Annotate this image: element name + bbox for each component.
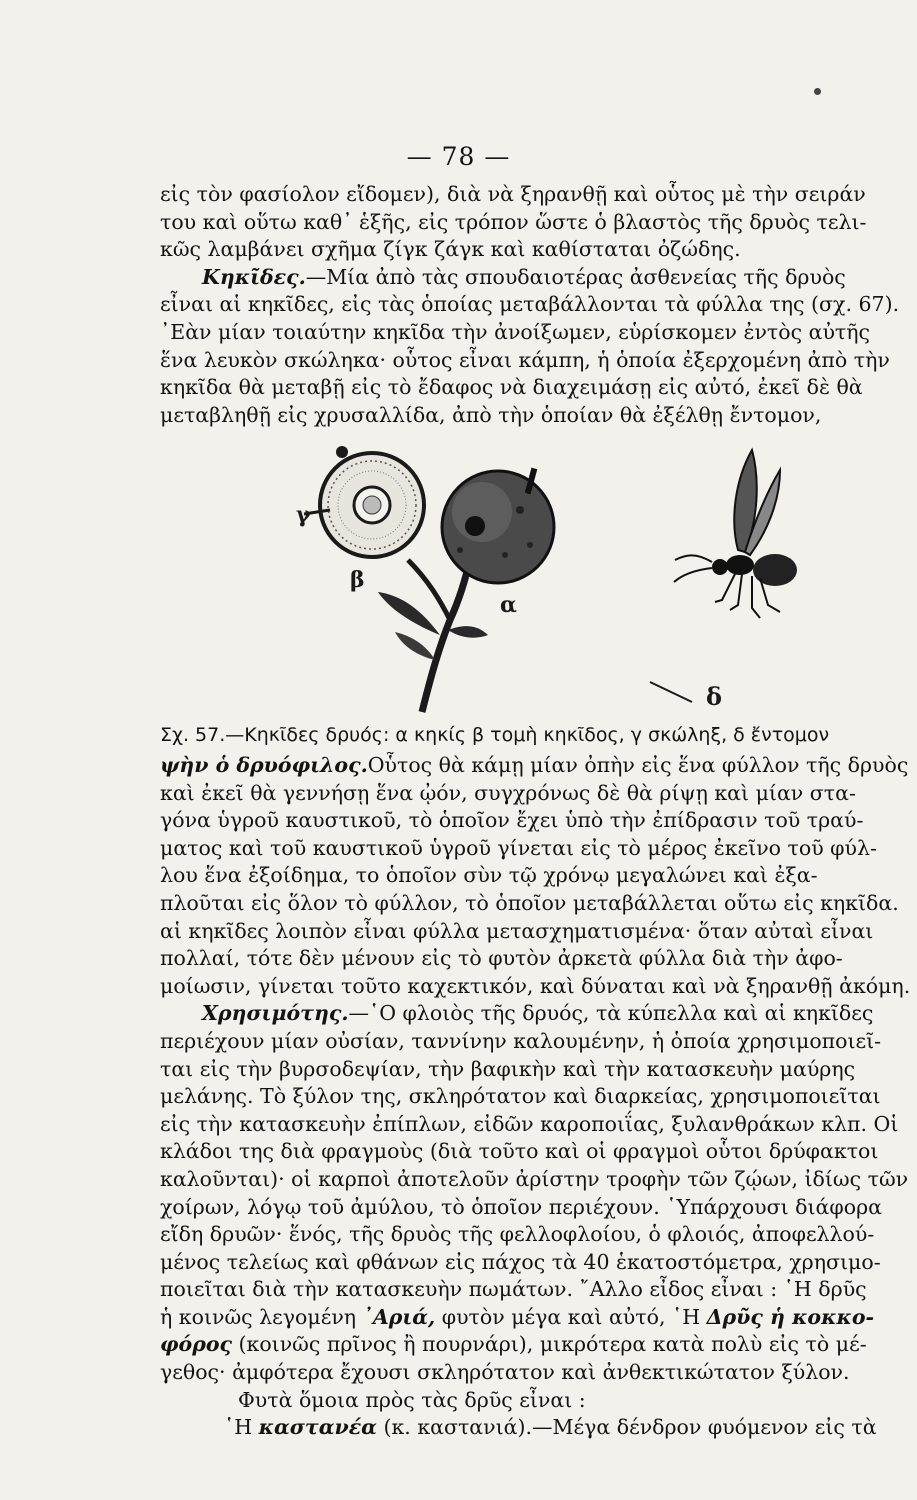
chestnut-line xyxy=(160,1414,917,1442)
bold-term-aria: ᾿Αριά, xyxy=(362,1304,436,1329)
text-line: μοίωσιν, γίνεται τοῦτο καχεκτικόν, καὶ δύναται καὶ νὰ ξηρανθῇ ἀκόμη. xyxy=(160,973,911,998)
text-line: μένος τελείως καὶ φθάνων εἰς πάχος τὰ 40 ἑκατοστόμετρα, χρησιμο- xyxy=(160,1249,881,1274)
text-line: ἕνα λευκὸν σκώληκα· οὗτος εἶναι κάμπη, ἡ ὁποία ἐξερχομένη ἀπὸ τὴν xyxy=(160,347,890,372)
page-number: — 78 — xyxy=(406,142,511,171)
leaf-left xyxy=(378,592,440,635)
text-line: ματος καὶ τοῦ καυστικοῦ ὑγροῦ γίνεται εἰς τὸ μέρος ἐκεῖνο τοῦ φύλ- xyxy=(160,835,877,860)
bold-term-kastanea: καστανέα xyxy=(258,1415,377,1440)
label-beta: β xyxy=(350,567,365,593)
gall-section xyxy=(320,446,424,557)
text-line: πλοῦται εἰς ὅλον τὸ φύλλον, τὸ ὁποῖον μεταβάλλεται οὕτω εἰς κηκῖδα. xyxy=(160,890,899,915)
kikides-heading: Κηκῖδες. xyxy=(202,264,306,289)
text-line: κῶς λαμβάνει σχῆμα ζίγκ ζάγκ καὶ καθίσταται ὀζώδης. xyxy=(160,237,741,262)
text-line: λου ἕνα ἐξοίδημα, το ὁποῖον σὺν τῷ χρόνῳ μεγαλώνει καὶ ἐξα- xyxy=(160,863,818,888)
text-line: εἶναι αἱ κηκῖδες, εἰς τὰς ὁποίας μεταβάλλονται τὰ φύλλα της (σχ. 67). xyxy=(160,292,900,317)
label-delta: δ xyxy=(706,682,723,711)
text-fragment: (κοινῶς πρῖνος ἢ πουρνάρι), μικρότερα κατὰ πολὺ εἰς τὸ μέ- xyxy=(232,1332,867,1357)
text-line: εἰς τὴν κατασκευὴν ἐπίπλων, εἰδῶν καροποιΐας, ξυλανθράκων κλπ. Οἱ xyxy=(160,1111,899,1136)
text-line: χοίρων, λόγῳ τοῦ ἀμύλου, τὸ ὁποῖον περιέχουν. ῾Υπάρχουσι διάφορα xyxy=(160,1194,882,1219)
leaf-right xyxy=(448,626,488,638)
text-fragment: φυτὸν μέγα καὶ αὐτό, ῾Η xyxy=(435,1304,707,1329)
text-line: —῾Ο φλοιὸς τῆς δρυός, τὰ κύπελλα καὶ αἱ κηκῖδες xyxy=(348,1001,874,1026)
text-line-mixed xyxy=(160,1304,917,1332)
text-line: αἱ κηκῖδες λοιπὸν εἶναι φύλλα μετασχηματισμένα· ὅταν αὐταὶ εἶναι xyxy=(160,918,874,943)
text-fragment: (κ. καστανιά).—Μέγα δένδρον φυόμενον εἰς τὰ xyxy=(376,1415,877,1440)
oak-gall-figure xyxy=(290,440,810,730)
usefulness-heading: Χρησιμότης. xyxy=(202,1001,349,1026)
text-line: περιέχουν μίαν οὐσίαν, ταννίνην καλουμένην, ἡ ὁποία χρησιμοποιεῖ- xyxy=(160,1028,882,1053)
lower-text-block xyxy=(160,752,917,1442)
text-line: μελάνης. Τὸ ξύλον της, σκληρότατον καὶ διαρκείας, χρησιμοποιεῖται xyxy=(160,1084,881,1109)
leaf-lower xyxy=(395,632,435,660)
kikides-first-line xyxy=(160,264,917,292)
text-line: του καὶ οὕτω καθ᾽ ἑξῆς, εἰς τρόπον ὥστε ὁ βλαστὸς τῆς δρυὸς τελι- xyxy=(160,209,867,234)
usefulness-first-line xyxy=(160,1000,917,1028)
wasp-first-line xyxy=(160,752,917,780)
text-fragment: ῾Η xyxy=(224,1415,259,1440)
text-line: ται εἰς τὴν βυρσοδεψίαν, τὴν βαφικὴν καὶ τὴν κατασκευὴν μαύρης xyxy=(160,1056,856,1081)
bold-term-kokkoforos: Δρῦς ἡ κοκκο- xyxy=(706,1304,875,1329)
bold-term-foros: φόρος xyxy=(160,1332,233,1357)
text-line: κηκῖδα θὰ μεταβῇ εἰς τὸ ἔδαφος νὰ διαχειμάσῃ εἰς αὐτό, ἐκεῖ δὲ θὰ xyxy=(160,375,863,400)
text-line: —Μία ἀπὸ τὰς σπουδαιοτέρας ἀσθενείας τῆς δρυὸς xyxy=(305,264,846,289)
figure-caption: Σχ. 57.—Κηκῖδες δρυός: α κηκίς β τομὴ κηκῖδος, γ σκώληξ, δ ἔντομον xyxy=(160,724,830,746)
text-line: εἴδη δρυῶν· ἕνός, τῆς δρυὸς τῆς φελλοφλοίου, ὁ φλοιός, ἀποφελλού- xyxy=(160,1222,875,1247)
text-line: κλάδοι της διὰ φραγμοὺς (διὰ τοῦτο καὶ οἱ φραγμοὶ οὗτοι δρύφακτοι xyxy=(160,1139,879,1164)
text-line: καὶ ἐκεῖ θὰ γεννήσῃ ἕνα ᾠόν, συγχρόνως δὲ θὰ ρίψῃ καὶ μίαν στα- xyxy=(160,780,856,805)
text-line: ᾿Εὰν μίαν τοιαύτην κηκῖδα τὴν ἀνοίξωμεν, εὑρίσκομεν ἐντὸς αὐτῆς xyxy=(160,319,871,344)
text-line: γεθος· ἀμφότερα ἔχουσι σκληρότατον καὶ ἀνθεκτικώτατον ξύλον. xyxy=(160,1360,850,1385)
text-line: πολλαί, τότε δὲν μένουν εἰς τὸ φυτὸν ἀρκετὰ φύλλα διὰ τὴν ἀφο- xyxy=(160,946,843,971)
wasp-insect xyxy=(674,450,797,618)
top-text-block xyxy=(160,181,917,429)
text-line-mixed xyxy=(160,1331,917,1359)
text-line: εἰς τὸν φασίολον εἴδομεν), διὰ νὰ ξηρανθῇ καὶ οὗτος μὲ τὴν σειράν xyxy=(160,182,866,206)
gall-whole xyxy=(442,468,554,583)
text-line: ποιεῖται διὰ τὴν κατασκευὴν πωμάτων. ῎Αλλο εἶδος εἶναι : ῾Η δρῦς xyxy=(160,1277,867,1302)
text-fragment: ἡ κοινῶς λεγομένη xyxy=(160,1304,363,1329)
similar-plants-intro: Φυτὰ ὅμοια πρὸς τὰς δρῦς εἶναι : xyxy=(238,1387,586,1412)
text-line: γόνα ὑγροῦ καυστικοῦ, τὸ ὁποῖον ἔχει ὑπὸ τὴν ἐπίδρασιν τοῦ τραύ- xyxy=(160,808,864,833)
pointer-delta xyxy=(650,682,692,702)
text-line: μεταβληθῇ εἰς χρυσαλλίδα, ἀπὸ τὴν ὁποίαν θὰ ἐξέλθῃ ἔντομον, xyxy=(160,402,822,427)
wasp-heading: ψὴν ὁ δρυόφιλος. xyxy=(160,753,368,777)
label-alpha: α xyxy=(500,592,517,618)
label-gamma: γ xyxy=(296,502,311,528)
text-line: καλοῦνται)· οἱ καρποὶ ἀποτελοῦν ἀρίστην τροφὴν τῶν ζῴων, ἰδίως τῶν xyxy=(160,1166,909,1191)
text-line: Οὗτος θὰ κάμῃ μίαν ὀπὴν εἰς ἕνα φύλλον τῆς δρυὸς xyxy=(367,753,909,777)
print-speck xyxy=(814,88,821,95)
